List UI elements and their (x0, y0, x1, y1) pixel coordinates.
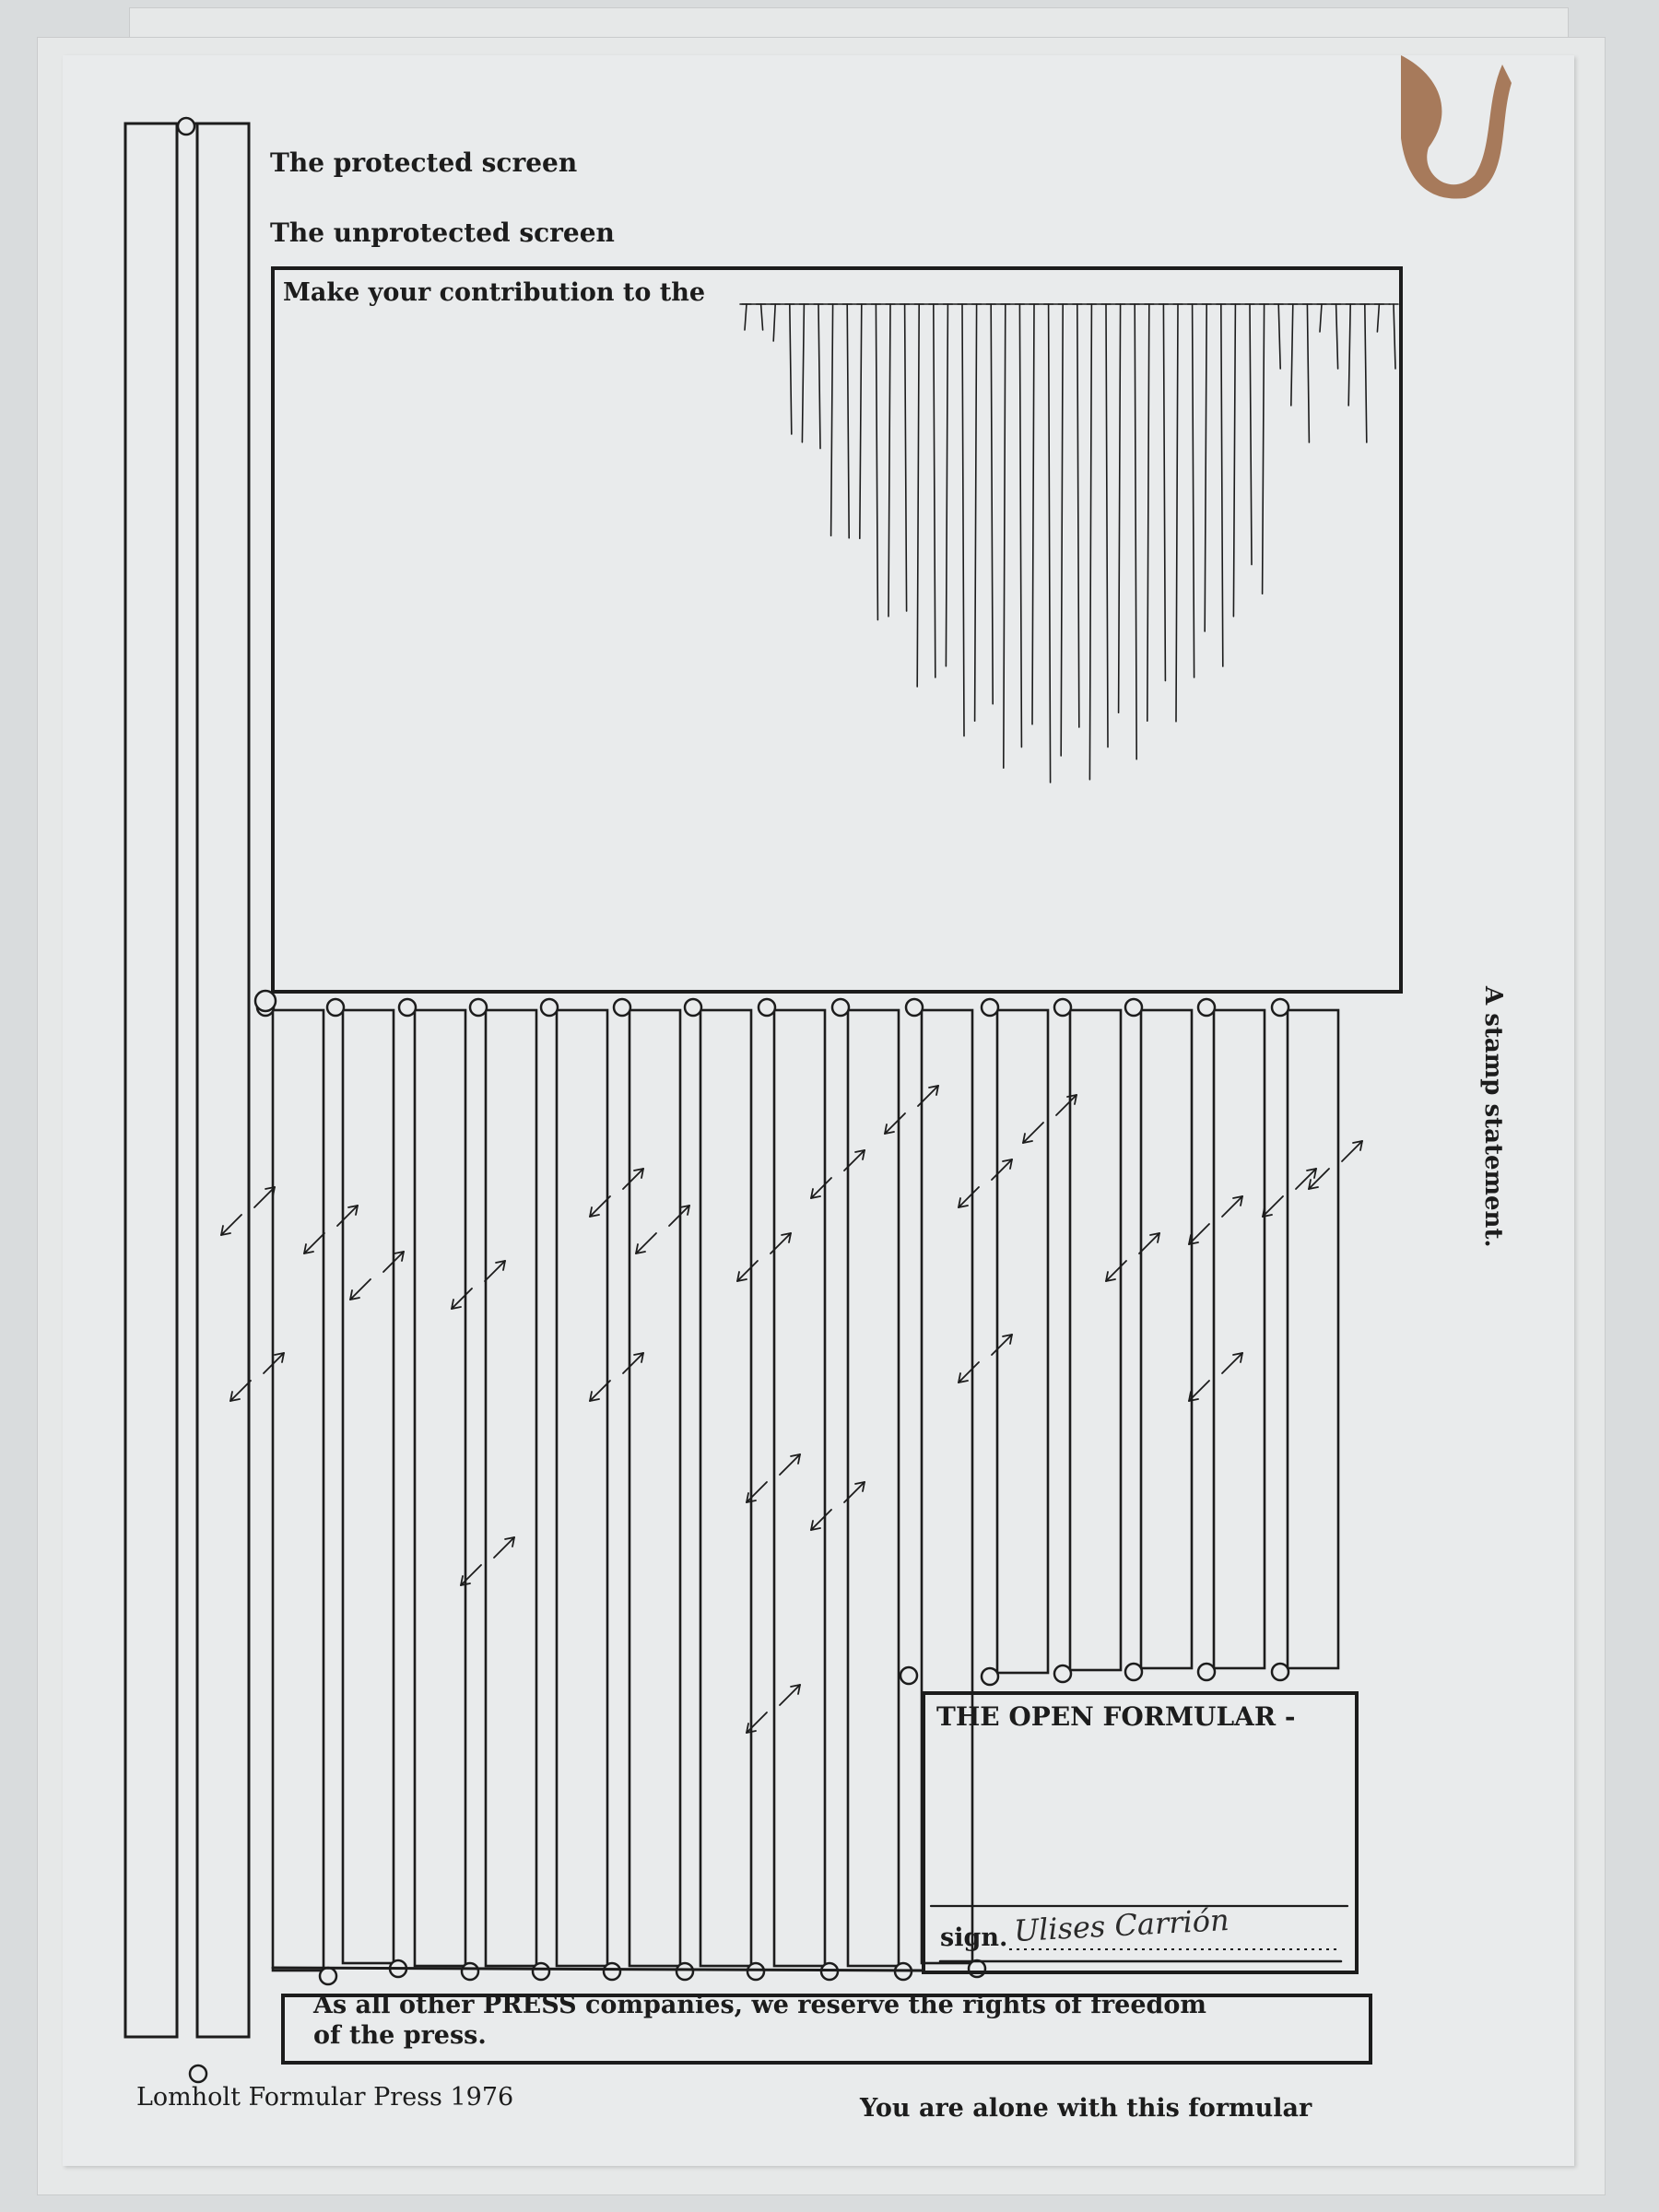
arrow-up-right (1296, 1169, 1316, 1189)
tube-column (629, 1010, 680, 1966)
comb-strand (1061, 304, 1063, 756)
tube-column (848, 1010, 899, 1966)
comb-strand (1135, 304, 1136, 759)
comb-strand (1278, 304, 1280, 369)
tube-column (922, 1010, 972, 1963)
comb-strand (1394, 304, 1395, 369)
arrow-down-left (452, 1288, 472, 1309)
arrow-up-right (1222, 1196, 1242, 1217)
tube-bottom-node (1125, 1664, 1142, 1680)
arrow-down-left (811, 1510, 831, 1530)
tube-top-node (1272, 999, 1288, 1016)
rust-stain (1401, 55, 1512, 199)
comb-strand (1348, 304, 1350, 406)
arrow-up-right (992, 1159, 1012, 1180)
comb-strand (847, 304, 849, 538)
comb-strand (1032, 304, 1034, 724)
comb-strand (745, 304, 747, 330)
notice-line-1: As all other PRESS companies, we reserve the rights of freedom (313, 1991, 1206, 2019)
arrow-down-left (1263, 1196, 1283, 1217)
tube-column (1141, 1010, 1192, 1668)
arrow-up-right (992, 1335, 1012, 1355)
comb-strand (1221, 304, 1223, 666)
arrow-down-left (959, 1362, 979, 1382)
comb-strand (1250, 304, 1252, 565)
arrow-up-right (780, 1685, 800, 1705)
arrow-up-right (623, 1169, 643, 1189)
comb-strand (1205, 304, 1206, 631)
arrow-up-right (1342, 1141, 1362, 1161)
arrow-up-right (337, 1206, 358, 1226)
comb-strand (946, 304, 947, 666)
comb-strand (1336, 304, 1338, 369)
tube-bottom-node (747, 1963, 764, 1980)
protected-screen-label: The protected screen (270, 147, 578, 178)
arrow-down-left (1023, 1123, 1043, 1143)
left-tube-top-node (178, 118, 194, 135)
tube-top-node (832, 999, 849, 1016)
arrow-down-left (747, 1482, 767, 1502)
tube-top-node (759, 999, 775, 1016)
comb-strand (1176, 304, 1178, 722)
arrow-down-left (811, 1178, 831, 1198)
comb-strand (917, 304, 919, 687)
left-tube-outer (125, 124, 177, 2037)
tube-top-node (1198, 999, 1215, 1016)
arrow-up-right (623, 1353, 643, 1373)
arrow-up-right (1139, 1233, 1159, 1253)
tube-top-node (906, 999, 923, 1016)
tube-top-node (685, 999, 701, 1016)
tube-top-node (614, 999, 630, 1016)
handwritten-signature: Ulises Carrión (1013, 1901, 1230, 1949)
comb-strand (1377, 304, 1379, 332)
left-tube-bottom-node (190, 2065, 206, 2082)
arrow-down-left (1106, 1261, 1126, 1281)
tube-top-node (541, 999, 558, 1016)
tagline-footer: You are alone with this formular (860, 2094, 1312, 2123)
arrow-down-left (350, 1279, 371, 1300)
arrow-down-left (304, 1233, 324, 1253)
comb-strand (1291, 304, 1293, 406)
tube-corner-node (255, 991, 276, 1011)
comb-strand (860, 304, 862, 538)
tube-top-node (1125, 999, 1142, 1016)
comb-strand (1004, 304, 1006, 768)
tube-column (1214, 1010, 1265, 1668)
comb-strand (962, 304, 964, 736)
comb-strand (1019, 304, 1021, 747)
arrow-up-right (494, 1537, 514, 1558)
tube-bottom-node (677, 1963, 693, 1980)
tube-bottom-node (604, 1963, 620, 1980)
arrow-down-left (747, 1712, 767, 1733)
arrow-down-left (959, 1187, 979, 1207)
arrow-down-left (461, 1565, 481, 1585)
tube-column (273, 1010, 324, 1971)
arrow-down-left (885, 1113, 905, 1134)
arrow-down-left (636, 1233, 656, 1253)
comb-strand (1077, 304, 1079, 727)
comb-strand (1119, 304, 1121, 712)
tube-bottom-node (982, 1668, 998, 1685)
stamp-statement: A stamp statement. (1479, 986, 1507, 1248)
arrow-down-left (737, 1261, 758, 1281)
contribution-label: Make your contribution to the (283, 278, 706, 307)
tube-column (343, 1010, 394, 1963)
comb-strand (1233, 304, 1235, 617)
arrow-down-left (221, 1215, 241, 1235)
comb-strand (1263, 304, 1265, 594)
open-formular-title: THE OPEN FORMULAR - (936, 1701, 1296, 1732)
comb-strand (802, 304, 804, 442)
comb-strand (934, 304, 935, 677)
tube-column (415, 1010, 465, 1966)
left-tube-inner (197, 124, 249, 2037)
tube-column (700, 1010, 751, 1966)
comb-strand (1163, 304, 1165, 681)
comb-strand (991, 304, 993, 704)
tube-top-node (399, 999, 416, 1016)
unprotected-screen-label: The unprotected screen (270, 218, 615, 248)
tube-bottom-node (1198, 1664, 1215, 1680)
arrow-down-left (1309, 1169, 1329, 1189)
tube-bottom-node (462, 1963, 478, 1980)
tube-corner-node (900, 1667, 917, 1684)
tube-bottom-node (969, 1960, 985, 1977)
tube-column (557, 1010, 607, 1966)
tube-column (1288, 1010, 1338, 1668)
arrow-up-right (485, 1261, 505, 1281)
tube-bottom-node (320, 1968, 336, 1984)
comb-strand (1106, 304, 1108, 747)
sign-label: sign. (940, 1924, 1008, 1952)
comb-strand (1307, 304, 1309, 442)
arrow-up-right (1056, 1095, 1077, 1115)
tube-column (1070, 1010, 1121, 1670)
tube-bottom-node (533, 1963, 549, 1980)
comb-strand (1089, 304, 1091, 780)
tube-bottom-node (1054, 1665, 1071, 1682)
tube-column (486, 1010, 536, 1966)
tube-top-node (327, 999, 344, 1016)
comb-strand (876, 304, 877, 620)
comb-strand (773, 304, 775, 341)
tube-top-node (1054, 999, 1071, 1016)
comb-strand (761, 304, 763, 330)
tube-column (774, 1010, 825, 1966)
comb-strand (790, 304, 792, 434)
tube-bottom-node (1272, 1664, 1288, 1680)
tube-top-node (982, 999, 998, 1016)
contribution-box (273, 268, 1401, 992)
comb-strand (888, 304, 890, 617)
comb-strand (1320, 304, 1322, 332)
comb-strand (975, 304, 977, 721)
comb-strand (905, 304, 907, 611)
comb-strand (818, 304, 820, 449)
arrow-up-right (1222, 1353, 1242, 1373)
notice-line-2: of the press. (313, 2021, 487, 2050)
comb-strand (1147, 304, 1149, 721)
comb-strand (1365, 304, 1367, 442)
publisher-footer: Lomholt Formular Press 1976 (136, 2083, 514, 2112)
tube-top-node (470, 999, 487, 1016)
comb-strand (831, 304, 833, 535)
arrow-up-right (780, 1454, 800, 1475)
comb-strand (1049, 304, 1051, 782)
comb-strand (1193, 304, 1194, 677)
